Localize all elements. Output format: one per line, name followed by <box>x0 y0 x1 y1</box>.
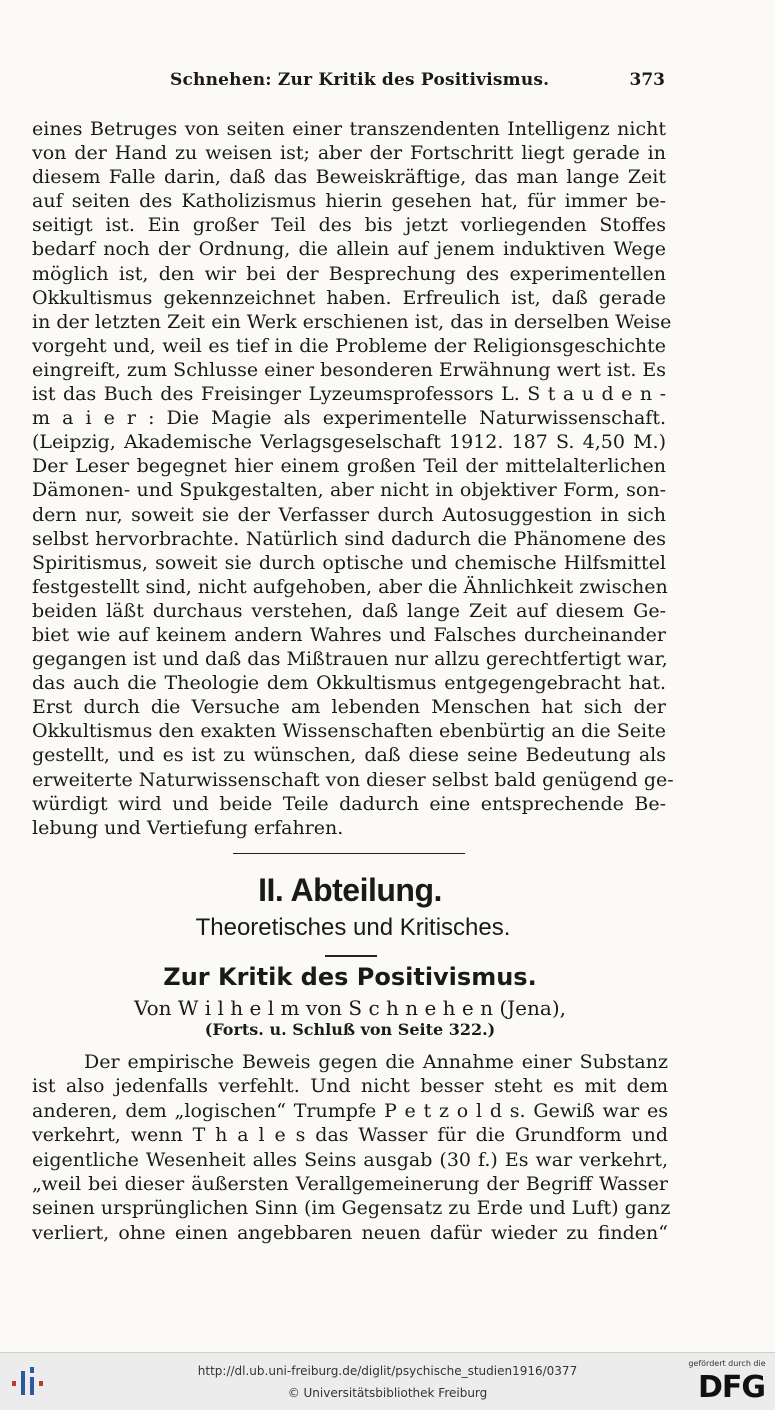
text-line: gestellt, und es ist zu wünschen, daß diese seine Bedeutung als <box>32 744 666 767</box>
text-line: würdigt wird und beide Teile dadurch eine entsprechende Be- <box>32 792 666 815</box>
footer-bar <box>0 1352 775 1410</box>
text-line: gegangen ist und daß das Mißtrauen nur allzu gerechtfertigt war, <box>32 648 668 671</box>
funding-note: gefördert durch die <box>688 1359 766 1368</box>
text-line: seinen ursprünglichen Sinn (im Gegensatz zu Erde und Luft) ganz <box>32 1197 671 1220</box>
footer-copyright: © Universitätsbibliothek Freiburg <box>287 1386 488 1400</box>
article-paragraph <box>32 1050 671 1245</box>
text-line: eigentliche Wesenheit alles Seins ausgab (30 f.) Es war verkehrt, <box>32 1148 668 1171</box>
text-line: erweiterte Naturwissenschaft von dieser selbst bald genügend ge- <box>32 768 674 791</box>
continuation-note: (Forts. u. Schluß von Seite 322.) <box>204 1020 496 1039</box>
footer-url-link[interactable]: http://dl.ub.uni-freiburg.de/diglit/psychische_studien1916/0377 <box>197 1364 578 1378</box>
text-line: biet wie auf keinem andern Wahres und Falsches durcheinander <box>32 623 666 646</box>
text-line: beiden läßt durchaus verstehen, daß lange Zeit auf diesem Ge- <box>32 599 666 622</box>
text-line: Der Leser begegnet hier einem großen Teil der mittelalterlichen <box>32 455 666 478</box>
text-line: festgestellt sind, nicht aufgehoben, aber die Ähnlichkeit zwischen <box>32 575 668 598</box>
text-line: verkehrt, wenn T h a l e s das Wasser für die Grundform und <box>32 1124 668 1147</box>
text-line: anderen, dem „logischen“ Trumpfe P e t z o l d s. Gewiß war es <box>32 1099 668 1122</box>
text-line: m a i e r : Die Magie als experimentelle Naturwissenschaft. <box>32 407 666 430</box>
text-line: selbst hervorbrachte. Natürlich sind dadurch die Phänomene des <box>32 527 666 550</box>
text-line: möglich ist, den wir bei der Besprechung des experimentellen <box>32 262 666 285</box>
title-divider <box>325 955 377 957</box>
text-line: „weil bei dieser äußersten Verallgemeinerung der Begriff Wasser <box>32 1172 668 1195</box>
text-line: das auch die Theologie dem Okkultismus entgegengebracht hat. <box>32 672 666 695</box>
article-title: Zur Kritik des Positivismus. <box>163 963 537 991</box>
text-line: auf seiten des Katholizismus hierin gesehen hat, für immer be- <box>32 190 666 213</box>
text-line: in der letzten Zeit ein Werk erschienen ist, das in derselben Weise <box>32 310 672 333</box>
text-line: Spiritismus, soweit sie durch optische und chemische Hilfsmittel <box>32 551 666 574</box>
section-divider <box>233 853 465 854</box>
section-heading: II. Abteilung. <box>258 872 442 908</box>
page-number: 373 <box>629 70 665 90</box>
text-line: seitigt ist. Ein großer Teil des bis jetzt vorliegenden Stoffes <box>32 214 666 237</box>
text-line: Okkultismus gekennzeichnet haben. Erfreulich ist, daß gerade <box>32 286 666 309</box>
text-line: ist also jedenfalls verfehlt. Und nicht besser steht es mit dem <box>32 1075 668 1098</box>
text-line: Der empirische Beweis gegen die Annahme einer Substanz <box>84 1051 668 1073</box>
text-line: (Leipzig, Akademische Verlagsgeselschaft 1912. 187 S. 4,50 M.) <box>32 431 666 454</box>
running-title: Schnehen: Zur Kritik des Positivismus. <box>170 70 550 90</box>
text-line: von der Hand zu weisen ist; aber der Fortschritt liegt gerade in <box>32 142 666 165</box>
text-line: eingreift, zum Schlusse einer besonderen Erwähnung wert ist. Es <box>32 358 667 381</box>
text-line: diesem Falle darin, daß das Beweiskräftige, das man lange Zeit <box>32 166 666 189</box>
text-line: Erst durch die Versuche am lebenden Menschen hat sich der <box>32 696 666 719</box>
text-line: bedarf noch der Ordnung, die allein auf jenem induktiven Wege <box>32 238 666 261</box>
author-line: Von W i l h e l m von S c h n e h e n (Jena), <box>134 996 566 1020</box>
text-line: Okkultismus den exakten Wissenschaften ebenbürtig an die Seite <box>32 720 666 743</box>
text-line: lebung und Vertiefung erfahren. <box>32 816 344 839</box>
text-line: ist das Buch des Freisinger Lyzeumsprofessors L. S t a u d e n - <box>32 383 666 406</box>
page-header <box>0 70 775 98</box>
section-subheading: Theoretisches und Kritisches. <box>195 914 511 941</box>
text-line: verliert, ohne einen angebbaren neuen dafür wieder zu finden“ <box>32 1221 668 1244</box>
body-paragraph <box>32 117 674 840</box>
text-line: eines Betruges von seiten einer transzendenten Intelligenz nicht <box>32 118 666 140</box>
text-line: vorgeht und, weil es tief in die Probleme der Religionsgeschichte <box>32 334 666 357</box>
text-line: Dämonen- und Spukgestalten, aber nicht in objektiver Form, son- <box>32 479 666 502</box>
text-line: dern nur, soweit sie der Verfasser durch Autosuggestion in sich <box>32 503 666 526</box>
dfg-logo: DFG <box>697 1370 765 1405</box>
